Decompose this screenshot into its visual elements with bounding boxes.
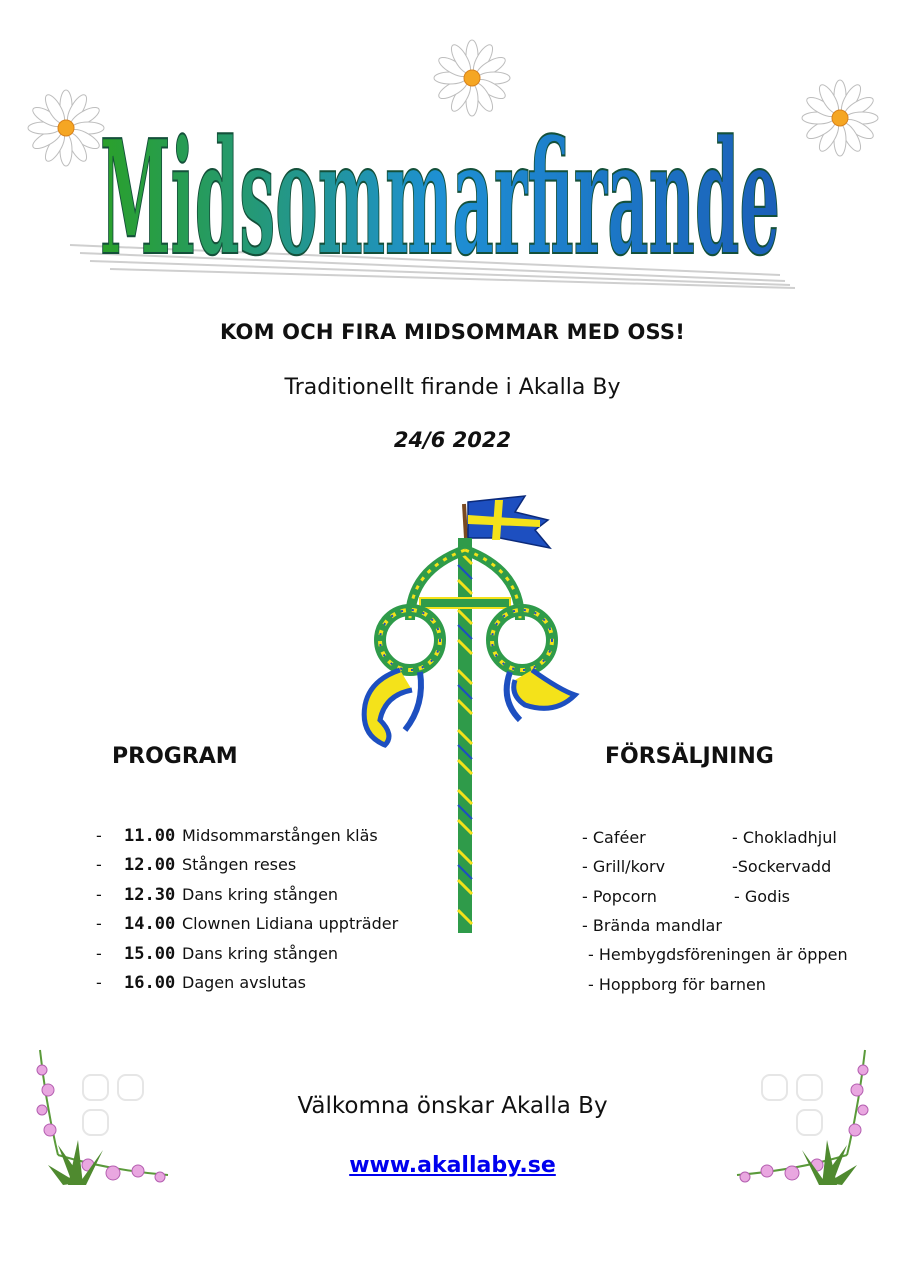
program-text: Dans kring stången	[182, 944, 339, 963]
program-time: 14.00	[124, 914, 176, 934]
program-time: 12.30	[124, 885, 176, 905]
sales-item: - Chokladhjul	[732, 828, 837, 847]
event-date: 24/6 2022	[393, 428, 512, 452]
program-text: Clownen Lidiana uppträder	[182, 914, 399, 933]
svg-text:Midsommarfirande: Midsommarfirande	[99, 106, 780, 290]
program-time: 12.00	[124, 855, 176, 875]
bullet-dash: -	[96, 826, 102, 845]
sales-item: - Caféer	[582, 828, 646, 847]
sales-heading: FÖRSÄLJNING	[605, 744, 774, 769]
program-text: Dans kring stången	[182, 885, 339, 904]
sales-item: - Hoppborg för barnen	[588, 975, 766, 994]
program-text: Dagen avslutas	[182, 973, 306, 992]
sales-item: - Grill/korv	[582, 857, 666, 876]
page-title	[60, 95, 820, 290]
welcome-message: Välkomna önskar Akalla By	[297, 1093, 608, 1119]
swedish-flag-icon	[464, 496, 550, 548]
bullet-dash: -	[96, 914, 102, 933]
maypole-illustration	[350, 490, 590, 935]
bullet-dash: -	[96, 944, 102, 963]
program-time: 16.00	[124, 973, 176, 993]
bullet-dash: -	[96, 855, 102, 874]
program-heading: PROGRAM	[112, 744, 238, 769]
sales-item: - Popcorn	[582, 887, 657, 906]
program-text: Midsommarstången kläs	[182, 826, 378, 845]
sales-item: - Brända mandlar	[582, 916, 722, 935]
program-time: 15.00	[124, 944, 176, 964]
sales-item: -Sockervadd	[732, 857, 832, 876]
bullet-dash: -	[96, 885, 102, 904]
headline: KOM OCH FIRA MIDSOMMAR MED OSS!	[219, 320, 685, 344]
website-link[interactable]: www.akallaby.se	[349, 1153, 556, 1178]
program-time: 11.00	[124, 826, 176, 846]
sales-item: - Godis	[734, 887, 790, 906]
bullet-dash: -	[96, 973, 102, 992]
program-text: Stången reses	[182, 855, 297, 874]
sales-item: - Hembygdsföreningen är öppen	[588, 945, 848, 964]
website-link-container	[0, 1153, 905, 1178]
subtitle: Traditionellt firande i Akalla By	[284, 375, 621, 400]
